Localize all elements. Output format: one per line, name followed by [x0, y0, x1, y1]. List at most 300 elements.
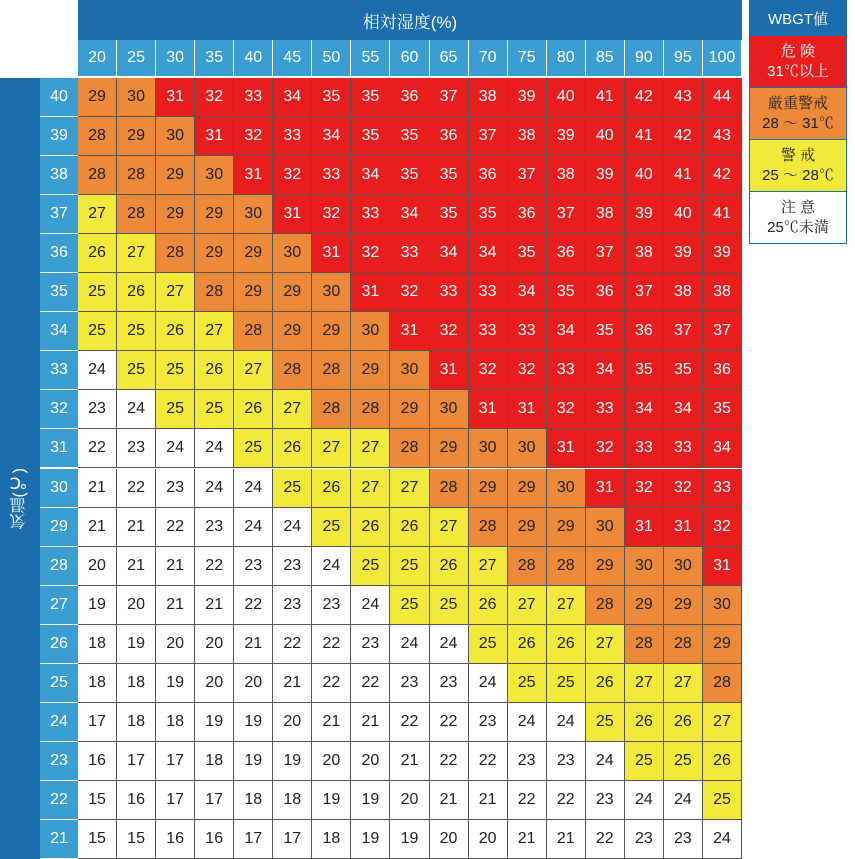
- wbgt-cell: 32: [586, 429, 625, 468]
- wbgt-cell: 33: [625, 429, 664, 468]
- wbgt-cell: 35: [469, 195, 508, 234]
- wbgt-cell: 26: [234, 390, 273, 429]
- wbgt-cell: 26: [469, 586, 508, 625]
- wbgt-cell: 26: [273, 429, 312, 468]
- wbgt-cell: 33: [273, 117, 312, 156]
- wbgt-cell: 21: [195, 586, 234, 625]
- temperature-tick: 21: [40, 820, 78, 859]
- humidity-tick: 100: [703, 40, 742, 76]
- temperature-tick: 32: [40, 390, 78, 429]
- wbgt-cell: 32: [234, 117, 273, 156]
- wbgt-cell: 26: [547, 625, 586, 664]
- wbgt-cell: 22: [586, 820, 625, 859]
- wbgt-cell: 18: [78, 664, 117, 703]
- wbgt-cell: 35: [508, 234, 547, 273]
- humidity-tick: 25: [117, 40, 156, 76]
- wbgt-cell: 23: [625, 820, 664, 859]
- wbgt-cell: 32: [312, 195, 351, 234]
- wbgt-cell: 35: [351, 78, 390, 117]
- wbgt-cell: 26: [586, 664, 625, 703]
- wbgt-cell: 28: [390, 429, 429, 468]
- wbgt-cell: 29: [430, 429, 469, 468]
- wbgt-cell: 30: [469, 429, 508, 468]
- wbgt-cell: 25: [547, 664, 586, 703]
- wbgt-cell: 23: [351, 625, 390, 664]
- temperature-tick: 26: [40, 625, 78, 664]
- wbgt-cell: 22: [312, 625, 351, 664]
- legend-caution: [749, 192, 847, 244]
- wbgt-cell: 41: [586, 78, 625, 117]
- wbgt-cell: 18: [195, 742, 234, 781]
- wbgt-cell: 29: [390, 390, 429, 429]
- wbgt-cell: 27: [78, 195, 117, 234]
- wbgt-cell: 31: [351, 273, 390, 312]
- wbgt-cell: 25: [156, 351, 195, 390]
- wbgt-cell: 28: [703, 664, 742, 703]
- legend-caution-name: 注 意: [780, 198, 816, 216]
- wbgt-cell: 28: [508, 547, 547, 586]
- wbgt-cell: 24: [195, 469, 234, 508]
- wbgt-cell: 28: [78, 117, 117, 156]
- wbgt-cell: 37: [547, 195, 586, 234]
- wbgt-cell: 28: [312, 390, 351, 429]
- wbgt-cell: 21: [273, 664, 312, 703]
- wbgt-cell: 27: [703, 703, 742, 742]
- wbgt-cell: 26: [195, 351, 234, 390]
- wbgt-cell: 33: [312, 156, 351, 195]
- wbgt-cell: 20: [156, 625, 195, 664]
- humidity-tick: 20: [78, 40, 117, 76]
- wbgt-cell: 26: [508, 625, 547, 664]
- temperature-tick: 28: [40, 547, 78, 586]
- wbgt-cell: 20: [390, 781, 429, 820]
- wbgt-cell: 21: [469, 781, 508, 820]
- wbgt-cell: 34: [664, 390, 703, 429]
- wbgt-cell: 36: [469, 156, 508, 195]
- wbgt-cell: 27: [664, 664, 703, 703]
- temperature-tick: 39: [40, 117, 78, 156]
- wbgt-cell: 37: [664, 312, 703, 351]
- wbgt-cell: 25: [390, 586, 429, 625]
- wbgt-cell: 26: [156, 312, 195, 351]
- wbgt-cell: 20: [117, 586, 156, 625]
- temperature-tick: 27: [40, 586, 78, 625]
- wbgt-cell: 29: [234, 234, 273, 273]
- wbgt-cell: 33: [508, 312, 547, 351]
- wbgt-cell: 23: [273, 547, 312, 586]
- wbgt-cell: 20: [351, 742, 390, 781]
- wbgt-cell: 19: [390, 820, 429, 859]
- wbgt-cell: 20: [195, 625, 234, 664]
- wbgt-cell: 35: [625, 351, 664, 390]
- wbgt-cell: 29: [508, 508, 547, 547]
- wbgt-cell: 31: [508, 390, 547, 429]
- wbgt-cell: 28: [664, 625, 703, 664]
- wbgt-cell: 27: [156, 273, 195, 312]
- wbgt-cell: 18: [312, 820, 351, 859]
- wbgt-cell: 22: [156, 508, 195, 547]
- wbgt-cell: 26: [625, 703, 664, 742]
- wbgt-cell: 21: [430, 781, 469, 820]
- humidity-tick: 70: [469, 40, 508, 76]
- wbgt-cell: 19: [156, 664, 195, 703]
- wbgt-cell: 22: [195, 547, 234, 586]
- wbgt-cell: 21: [508, 820, 547, 859]
- wbgt-cell: 18: [117, 664, 156, 703]
- wbgt-cell: 37: [508, 156, 547, 195]
- wbgt-cell: 23: [117, 429, 156, 468]
- legend-danger: [749, 36, 847, 88]
- wbgt-cell: 23: [390, 664, 429, 703]
- wbgt-cell: 35: [586, 312, 625, 351]
- wbgt-cell: 17: [273, 820, 312, 859]
- wbgt-cell: 24: [273, 508, 312, 547]
- wbgt-cell: 35: [547, 273, 586, 312]
- wbgt-cell: 31: [430, 351, 469, 390]
- wbgt-cell: 23: [312, 586, 351, 625]
- wbgt-cell: 38: [625, 234, 664, 273]
- wbgt-cell: 24: [469, 664, 508, 703]
- wbgt-cell: 28: [625, 625, 664, 664]
- wbgt-cell: 23: [469, 703, 508, 742]
- wbgt-cell: 27: [351, 469, 390, 508]
- wbgt-cell: 17: [78, 703, 117, 742]
- wbgt-cell: 22: [430, 742, 469, 781]
- wbgt-cell: 34: [625, 390, 664, 429]
- wbgt-cell: 27: [547, 586, 586, 625]
- temperature-tick: 36: [40, 234, 78, 273]
- wbgt-cell: 24: [390, 625, 429, 664]
- wbgt-cell: 22: [508, 781, 547, 820]
- wbgt-cell: 31: [195, 117, 234, 156]
- wbgt-cell: 25: [508, 664, 547, 703]
- wbgt-cell: 22: [430, 703, 469, 742]
- wbgt-cell: 16: [156, 820, 195, 859]
- wbgt-cell: 23: [586, 781, 625, 820]
- humidity-header: 相対湿度(%): [78, 0, 742, 40]
- wbgt-cell: 26: [78, 234, 117, 273]
- wbgt-cell: 24: [117, 390, 156, 429]
- wbgt-cell: 28: [117, 156, 156, 195]
- wbgt-cell: 21: [547, 820, 586, 859]
- wbgt-cell: 33: [351, 195, 390, 234]
- wbgt-cell: 29: [273, 312, 312, 351]
- temperature-tick: 37: [40, 195, 78, 234]
- temperature-tick: 24: [40, 703, 78, 742]
- wbgt-cell: 23: [234, 547, 273, 586]
- wbgt-cell: 27: [273, 390, 312, 429]
- wbgt-cell: 42: [664, 117, 703, 156]
- wbgt-cell: 20: [469, 820, 508, 859]
- wbgt-cell: 21: [78, 469, 117, 508]
- wbgt-cell: 34: [547, 312, 586, 351]
- wbgt-cell: 37: [469, 117, 508, 156]
- humidity-tick: 65: [430, 40, 469, 76]
- wbgt-cell: 19: [273, 742, 312, 781]
- wbgt-cell: 25: [625, 742, 664, 781]
- humidity-tick: 45: [273, 40, 312, 76]
- wbgt-cell: 31: [547, 429, 586, 468]
- wbgt-cell: 23: [156, 469, 195, 508]
- wbgt-legend: [749, 0, 847, 244]
- wbgt-cell: 19: [78, 586, 117, 625]
- wbgt-cell: 30: [664, 547, 703, 586]
- wbgt-cell: 29: [508, 469, 547, 508]
- wbgt-cell: 30: [312, 273, 351, 312]
- wbgt-cell: 31: [156, 78, 195, 117]
- wbgt-cell: 25: [469, 625, 508, 664]
- humidity-tick: 75: [508, 40, 547, 76]
- wbgt-cell: 40: [547, 78, 586, 117]
- wbgt-cell: 30: [234, 195, 273, 234]
- wbgt-cell: 26: [664, 703, 703, 742]
- wbgt-cell: 34: [508, 273, 547, 312]
- wbgt-cell: 22: [234, 586, 273, 625]
- wbgt-cell: 23: [78, 390, 117, 429]
- wbgt-cell: 25: [195, 390, 234, 429]
- wbgt-cell: 38: [469, 78, 508, 117]
- wbgt-cell: 33: [586, 390, 625, 429]
- wbgt-cell: 24: [703, 820, 742, 859]
- wbgt-cell: 30: [195, 156, 234, 195]
- wbgt-cell: 28: [586, 586, 625, 625]
- wbgt-cell: 39: [547, 117, 586, 156]
- wbgt-cell: 28: [117, 195, 156, 234]
- wbgt-cell: 21: [156, 547, 195, 586]
- wbgt-cell: 25: [312, 508, 351, 547]
- wbgt-cell: 34: [390, 195, 429, 234]
- wbgt-cell: 24: [156, 429, 195, 468]
- wbgt-cell: 26: [390, 508, 429, 547]
- wbgt-cell: 18: [78, 625, 117, 664]
- wbgt-cell: 28: [351, 390, 390, 429]
- wbgt-cell: 43: [703, 117, 742, 156]
- wbgt-cell: 24: [625, 781, 664, 820]
- wbgt-cell: 37: [586, 234, 625, 273]
- wbgt-cell: 24: [508, 703, 547, 742]
- wbgt-cell: 24: [430, 625, 469, 664]
- wbgt-cell: 41: [703, 195, 742, 234]
- wbgt-cell: 37: [625, 273, 664, 312]
- wbgt-cell: 31: [469, 390, 508, 429]
- wbgt-cell: 33: [390, 234, 429, 273]
- wbgt-cell: 30: [625, 547, 664, 586]
- wbgt-cell: 29: [351, 351, 390, 390]
- legend-severe-range: 28 ～ 31℃: [762, 114, 834, 132]
- wbgt-cell: 38: [703, 273, 742, 312]
- wbgt-cell: 34: [469, 234, 508, 273]
- wbgt-cell: 26: [117, 273, 156, 312]
- wbgt-cell: 24: [351, 586, 390, 625]
- wbgt-cell: 27: [234, 351, 273, 390]
- wbgt-cell: 30: [703, 586, 742, 625]
- wbgt-cell: 25: [117, 312, 156, 351]
- wbgt-cell: 29: [469, 469, 508, 508]
- humidity-tick: 95: [664, 40, 703, 76]
- wbgt-cell: 16: [195, 820, 234, 859]
- wbgt-cell: 21: [351, 703, 390, 742]
- legend-severe-name: 厳重警戒: [767, 94, 828, 112]
- wbgt-cell: 20: [234, 664, 273, 703]
- wbgt-cell: 32: [273, 156, 312, 195]
- legend-severe: [749, 88, 847, 140]
- wbgt-cell: 32: [625, 469, 664, 508]
- wbgt-cell: 34: [312, 117, 351, 156]
- wbgt-cell: 33: [234, 78, 273, 117]
- wbgt-cell: 25: [703, 781, 742, 820]
- wbgt-cell: 30: [586, 508, 625, 547]
- wbgt-cell: 25: [117, 351, 156, 390]
- wbgt-cell: 36: [586, 273, 625, 312]
- wbgt-cell: 18: [156, 703, 195, 742]
- wbgt-cell: 36: [547, 234, 586, 273]
- wbgt-cell: 35: [351, 117, 390, 156]
- wbgt-cell: 30: [117, 78, 156, 117]
- wbgt-cell: 29: [195, 195, 234, 234]
- wbgt-cell: 22: [547, 781, 586, 820]
- wbgt-cell: 25: [78, 273, 117, 312]
- wbgt-cell: 42: [703, 156, 742, 195]
- wbgt-cell: 31: [664, 508, 703, 547]
- wbgt-cell: 27: [117, 234, 156, 273]
- wbgt-cell: 27: [508, 586, 547, 625]
- legend-danger-range: 31℃以上: [767, 62, 829, 80]
- wbgt-cell: 29: [78, 78, 117, 117]
- wbgt-cell: 25: [156, 390, 195, 429]
- wbgt-cell: 27: [390, 469, 429, 508]
- wbgt-cell: 23: [664, 820, 703, 859]
- humidity-tick: 80: [547, 40, 586, 76]
- wbgt-cell: 23: [273, 586, 312, 625]
- wbgt-cell: 33: [664, 429, 703, 468]
- legend-warning-range: 25 ～ 28℃: [762, 166, 834, 184]
- wbgt-cell: 31: [625, 508, 664, 547]
- humidity-tick: 30: [156, 40, 195, 76]
- wbgt-cell: 34: [351, 156, 390, 195]
- wbgt-cell: 21: [117, 508, 156, 547]
- wbgt-cell: 40: [664, 195, 703, 234]
- wbgt-cell: 27: [312, 429, 351, 468]
- wbgt-cell: 35: [703, 390, 742, 429]
- wbgt-cell: 32: [195, 78, 234, 117]
- humidity-tick: 90: [625, 40, 664, 76]
- wbgt-cell: 36: [625, 312, 664, 351]
- wbgt-cell: 39: [625, 195, 664, 234]
- wbgt-cell: 25: [430, 586, 469, 625]
- wbgt-cell: 30: [430, 390, 469, 429]
- wbgt-cell: 27: [625, 664, 664, 703]
- wbgt-cell: 31: [234, 156, 273, 195]
- wbgt-cell: 39: [664, 234, 703, 273]
- wbgt-cell: 21: [390, 742, 429, 781]
- wbgt-cell: 30: [273, 234, 312, 273]
- wbgt-cell: 32: [703, 508, 742, 547]
- temperature-tick: 40: [40, 78, 78, 117]
- wbgt-cell: 22: [390, 703, 429, 742]
- wbgt-cell: 25: [78, 312, 117, 351]
- wbgt-cell: 25: [234, 429, 273, 468]
- wbgt-cell: 38: [508, 117, 547, 156]
- wbgt-grid: [78, 78, 742, 859]
- wbgt-cell: 34: [273, 78, 312, 117]
- wbgt-cell: 29: [625, 586, 664, 625]
- legend-warning: [749, 140, 847, 192]
- wbgt-cell: 29: [312, 312, 351, 351]
- wbgt-cell: 39: [586, 156, 625, 195]
- wbgt-cell: 42: [625, 78, 664, 117]
- wbgt-cell: 32: [351, 234, 390, 273]
- wbgt-cell: 19: [351, 781, 390, 820]
- wbgt-cell: 29: [273, 273, 312, 312]
- wbgt-cell: 25: [390, 547, 429, 586]
- wbgt-cell: 28: [547, 547, 586, 586]
- wbgt-cell: 24: [78, 351, 117, 390]
- wbgt-cell: 28: [469, 508, 508, 547]
- wbgt-cell: 22: [312, 664, 351, 703]
- wbgt-cell: 32: [390, 273, 429, 312]
- wbgt-cell: 23: [430, 664, 469, 703]
- wbgt-cell: 35: [664, 351, 703, 390]
- wbgt-cell: 40: [625, 156, 664, 195]
- wbgt-cell: 37: [430, 78, 469, 117]
- wbgt-cell: 32: [664, 469, 703, 508]
- wbgt-cell: 28: [273, 351, 312, 390]
- wbgt-cell: 26: [703, 742, 742, 781]
- wbgt-cell: 15: [117, 820, 156, 859]
- wbgt-cell: 15: [78, 781, 117, 820]
- wbgt-cell: 21: [156, 586, 195, 625]
- wbgt-cell: 21: [234, 625, 273, 664]
- wbgt-cell: 24: [586, 742, 625, 781]
- temperature-tick: 35: [40, 273, 78, 312]
- wbgt-cell: 32: [469, 351, 508, 390]
- wbgt-cell: 17: [156, 781, 195, 820]
- wbgt-cell: 44: [703, 78, 742, 117]
- wbgt-cell: 23: [547, 742, 586, 781]
- temperature-tick: 38: [40, 156, 78, 195]
- legend-title: WBGT値: [749, 0, 847, 36]
- temperature-tick: 31: [40, 429, 78, 468]
- wbgt-cell: 28: [156, 234, 195, 273]
- wbgt-cell: 31: [586, 469, 625, 508]
- wbgt-cell: 28: [312, 351, 351, 390]
- wbgt-cell: 15: [78, 820, 117, 859]
- legend-caution-range: 25℃未満: [767, 218, 829, 236]
- wbgt-cell: 36: [508, 195, 547, 234]
- wbgt-cell: 32: [508, 351, 547, 390]
- wbgt-cell: 22: [273, 625, 312, 664]
- wbgt-cell: 20: [273, 703, 312, 742]
- wbgt-cell: 22: [78, 429, 117, 468]
- wbgt-cell: 34: [586, 351, 625, 390]
- wbgt-cell: 28: [78, 156, 117, 195]
- wbgt-cell: 33: [469, 273, 508, 312]
- wbgt-cell: 29: [703, 625, 742, 664]
- wbgt-cell: 39: [508, 78, 547, 117]
- humidity-tick: 55: [351, 40, 390, 76]
- wbgt-cell: 30: [508, 429, 547, 468]
- wbgt-cell: 25: [273, 469, 312, 508]
- wbgt-cell: 36: [430, 117, 469, 156]
- wbgt-cell: 33: [430, 273, 469, 312]
- wbgt-cell: 29: [547, 508, 586, 547]
- wbgt-cell: 27: [351, 429, 390, 468]
- wbgt-cell: 38: [547, 156, 586, 195]
- humidity-tick: 50: [312, 40, 351, 76]
- wbgt-cell: 29: [234, 273, 273, 312]
- wbgt-cell: 18: [273, 781, 312, 820]
- wbgt-cell: 18: [117, 703, 156, 742]
